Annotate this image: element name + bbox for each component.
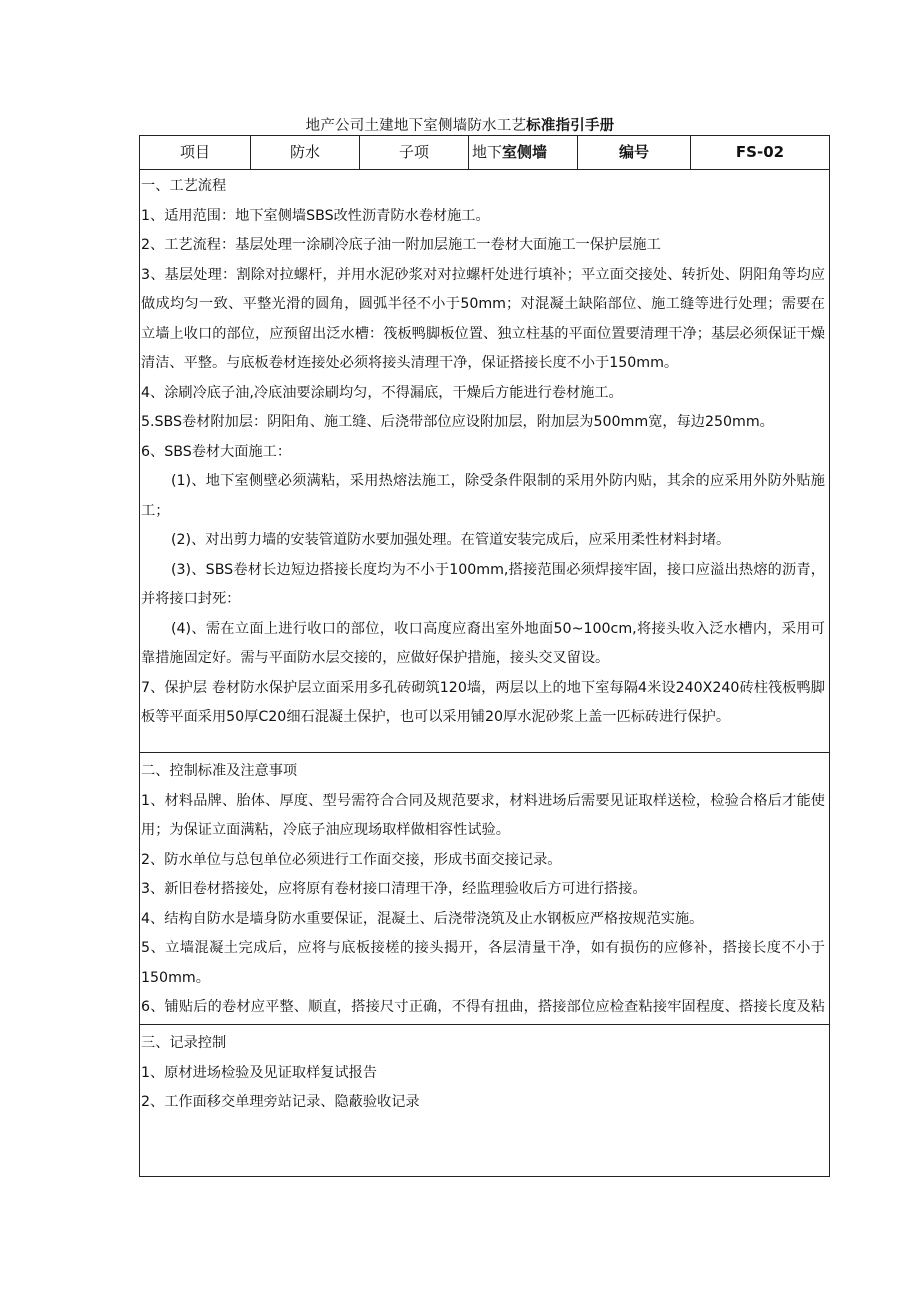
section-heading: 三、记录控制	[141, 1035, 227, 1051]
sub-list-item: (1)、地下室侧壁必须满粘，采用热熔法施工，除受条件限制的采用外防内贴，其余的应采用外防外贴施工；	[141, 473, 825, 519]
list-item: 3、基层处理：割除对拉螺杆，并用水泥砂浆对对拉螺杆处进行填补；平立面交接处、转折处、阴阳角等均应做成均匀一致、平整光滑的圆角，圆弧半径不小于50mm；对混凝土缺陷部位、施工缝等进行处理；需要在立墙上收口的部位，应预留出泛水槽：筏板鸭脚板位置、独立柱基的平面位置要清理干净；基层必须保证干燥清洁、平整。与底板卷材连接处必须将接头清理干净，保证搭接长度不小于150mm。	[141, 266, 825, 371]
sub-list-item: (3)、SBS卷材长边短边搭接长度均为不小于100mm,搭接范围必须焊接牢固，接口应溢出热熔的沥青，并将接口封死：	[141, 561, 825, 607]
page-title: 地产公司土建地下室侧墙防水工艺标准指引手册	[305, 118, 615, 134]
section-heading: 二、控制标准及注意事项	[141, 763, 298, 779]
subitem-label: 子项	[398, 143, 429, 161]
table-border-bottom	[139, 1176, 830, 1177]
project-label: 项目	[179, 143, 210, 161]
sub-list-item: (2)、对出剪力墙的安装管道防水要加强处理。在管道安装完成后，应采用柔性材料封堵。	[171, 532, 731, 548]
subitem-value: 地下室侧墙	[472, 143, 548, 161]
table-border-right	[829, 135, 830, 1177]
table-border-left	[139, 135, 140, 1177]
list-item: 4、涂刷冷底子油,冷底油要涂刷均匀，不得漏底，干燥后方能进行卷材施工。	[141, 384, 623, 401]
list-item: 5.SBS卷材附加层：阴阳角、施工缝、后浇带部位应设附加层，附加层为500mm宽，每边250mm。	[141, 414, 774, 430]
list-item: 6、铺贴后的卷材应平整、顺直，搭接尺寸正确，不得有扭曲，搭接部位应检查粘接牢固程度、搭接长度及粘	[141, 999, 825, 1015]
list-item: 2、工作面移交单理旁站记录、隐蔽验收记录	[141, 1094, 420, 1110]
list-item: 1、适用范围：地下室侧墙SBS改性沥青防水卷材施工。	[141, 207, 490, 224]
header-row-divider	[139, 169, 830, 170]
list-item: 3、新旧卷材搭接处，应将原有卷材接口清理干净，经监理验收后方可进行搭接。	[141, 881, 647, 897]
list-item: 2、工艺流程：基层处理一涂刷冷底子油一附加层施工一卷材大面施工一保护层施工	[141, 237, 661, 253]
list-item: 4、结构自防水是墙身防水重要保证，混凝土、后浇带浇筑及止水钢板应严格按规范实施。	[141, 910, 704, 927]
list-item: 2、防水单位与总包单位必须进行工作面交接，形成书面交接记录。	[141, 851, 562, 868]
section-divider-2	[139, 1024, 830, 1025]
section-divider-1	[139, 752, 830, 753]
project-value: 防水	[289, 143, 320, 161]
section-process-flow	[141, 172, 825, 750]
list-item: 1、材料品牌、胎体、厚度、型号需符合合同及规范要求，材料进场后需要见证取样送检，检验合格后才能使用；为保证立面满粘，冷底子油应现场取样做相容性试验。	[141, 792, 825, 838]
section-record-control	[141, 1029, 825, 1175]
list-item: 1、原材进场检验及见证取样复试报告	[141, 1064, 378, 1081]
list-item: 5、立墙混凝土完成后，应将与底板接槎的接头揭开，各层清量干净，如有损伤的应修补，搭接长度不小于150mm。	[141, 940, 825, 986]
code-label: 编号	[618, 143, 649, 161]
section-control-standards	[141, 757, 825, 1022]
code-value: FS-02	[735, 143, 785, 161]
section-heading: 一、工艺流程	[141, 178, 227, 194]
list-item: 6、SBS卷材大面施工：	[141, 443, 292, 460]
list-item: 7、保护层 卷材防水保护层立面采用多孔砖砌筑120墙，两层以上的地下室每隔4米设240X240砖柱筏板鸭脚板等平面采用50厚C20细石混凝土保护，也可以采用铺20厚水泥砂浆上盖一匹标砖进行保护。	[141, 679, 825, 725]
sub-list-item: (4)、需在立面上进行收口的部位，收口高度应裔出室外地面50~100cm,将接头收入泛水槽内，采用可靠措施固定好。需与平面防水层交接的，应做好保护措施，接头交叉留设。	[141, 620, 825, 666]
